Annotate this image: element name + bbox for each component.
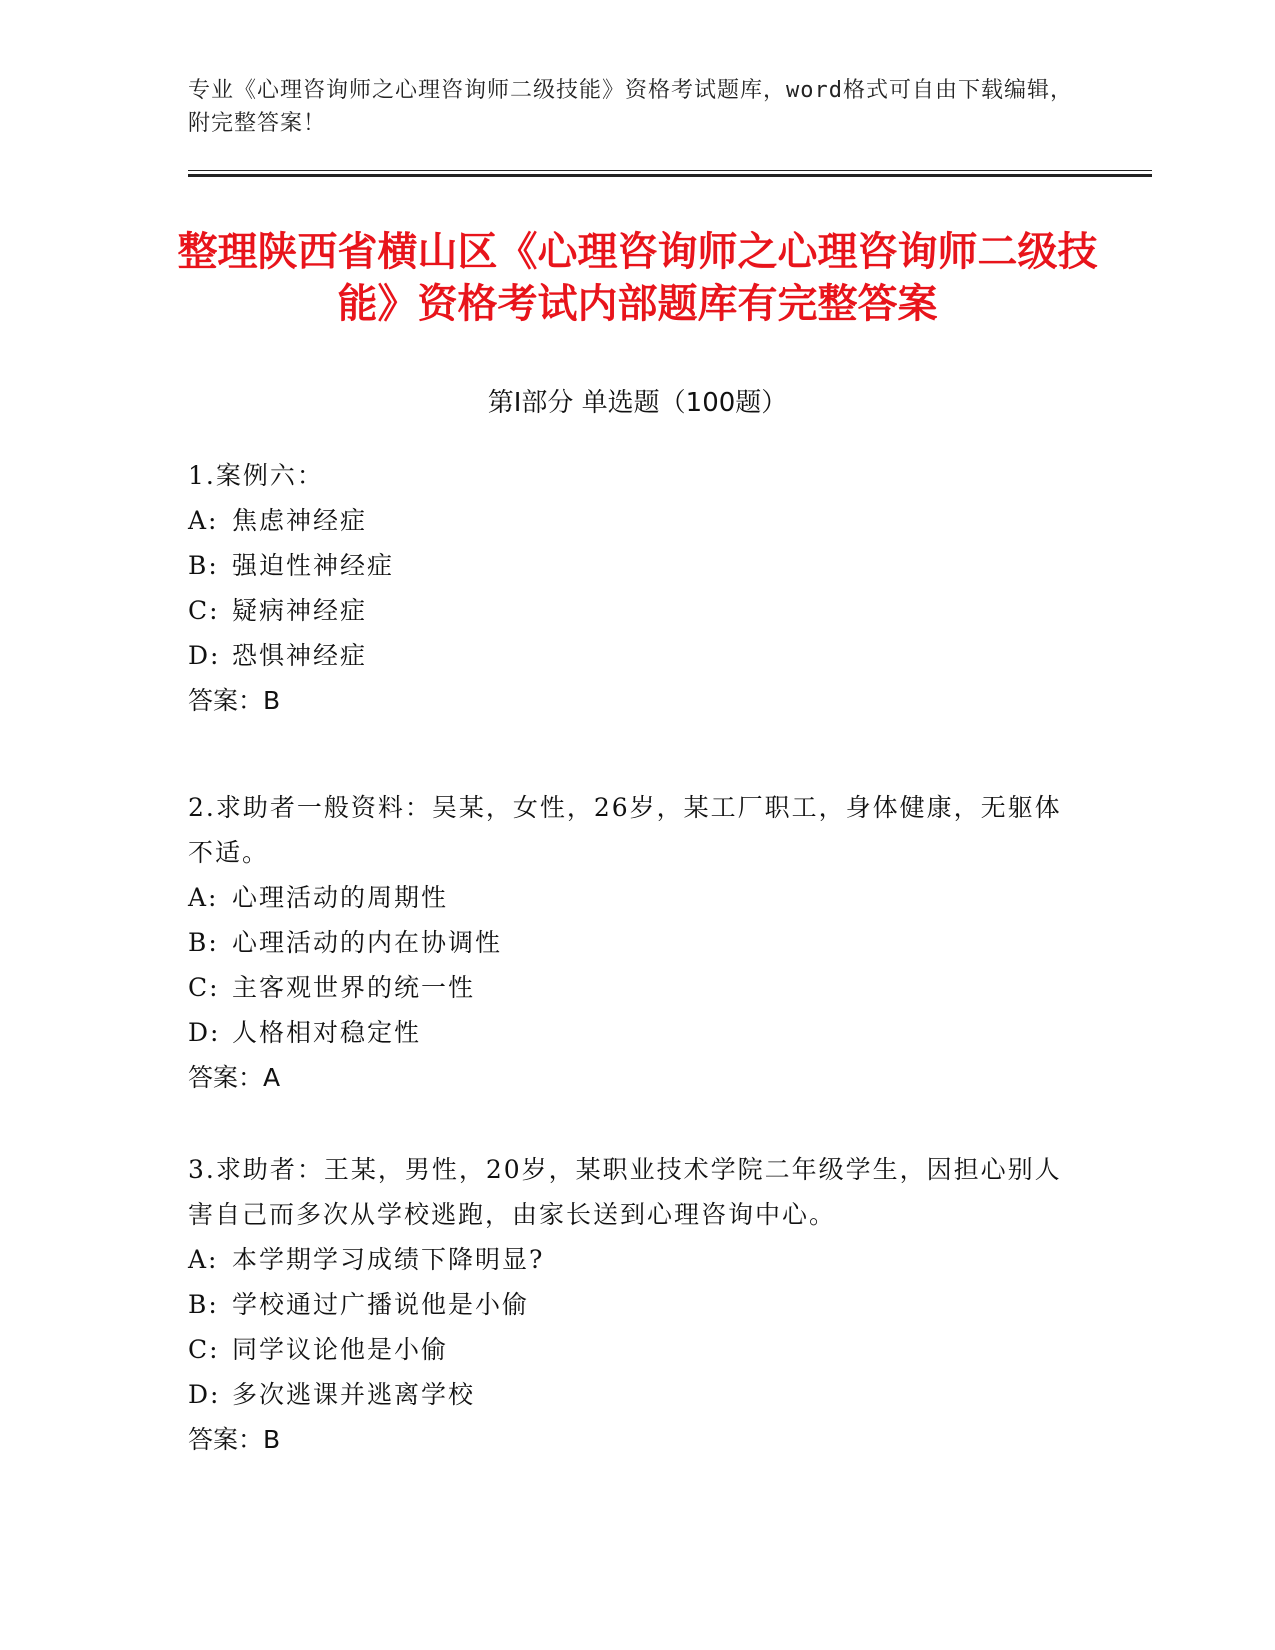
option-text: 主客观世界的统一性 — [232, 973, 476, 1002]
option-key: D: — [188, 1380, 221, 1409]
option-key: A: — [188, 506, 219, 535]
option-a — [188, 1237, 1068, 1282]
option-key: B: — [188, 1290, 219, 1319]
option-c — [188, 965, 1068, 1010]
option-key: C: — [188, 1335, 220, 1364]
option-c — [188, 1327, 1068, 1372]
answer-line: 答案：B — [188, 686, 281, 715]
option-key: A: — [188, 883, 219, 912]
header-divider-thin — [188, 170, 1152, 171]
option-text: 人格相对稳定性 — [232, 1018, 422, 1047]
question-stem: 2.求助者一般资料：吴某，女性，26岁，某工厂职工，身体健康，无躯体不适。 — [188, 793, 1062, 867]
option-b — [188, 920, 1068, 965]
option-text: 同学议论他是小偷 — [232, 1335, 449, 1364]
option-d — [188, 1010, 1068, 1055]
option-text: 焦虑神经症 — [232, 506, 368, 535]
header-note: 专业《心理咨询师之心理咨询师二级技能》资格考试题库，word格式可自由下载编辑，附完整答案！ — [188, 78, 1073, 136]
option-key: D: — [188, 1018, 221, 1047]
option-b — [188, 543, 1068, 588]
option-text: 恐惧神经症 — [232, 641, 368, 670]
option-key: D: — [188, 641, 221, 670]
option-key: C: — [188, 973, 220, 1002]
option-a — [188, 875, 1068, 920]
answer-line: 答案：B — [188, 1425, 281, 1454]
option-text: 强迫性神经症 — [232, 551, 395, 580]
option-key: B: — [188, 551, 219, 580]
answer-line: 答案：A — [188, 1063, 281, 1092]
question-1 — [188, 453, 1068, 723]
option-text: 多次逃课并逃离学校 — [232, 1380, 476, 1409]
question-stem: 1.案例六： — [188, 461, 324, 490]
option-c — [188, 588, 1068, 633]
option-key: C: — [188, 596, 220, 625]
option-text: 心理活动的周期性 — [232, 883, 449, 912]
option-a — [188, 498, 1068, 543]
section-title: 第Ⅰ部分 单选题（100题） — [487, 388, 788, 418]
question-stem: 3.求助者：王某，男性，20岁，某职业技术学院二年级学生，因担心别人害自己而多次从学校逃跑，由家长送到心理咨询中心。 — [188, 1155, 1062, 1229]
option-text: 疑病神经症 — [232, 596, 368, 625]
option-b — [188, 1282, 1068, 1327]
option-d — [188, 1372, 1068, 1417]
option-key: B: — [188, 928, 219, 957]
option-d — [188, 633, 1068, 678]
option-text: 心理活动的内在协调性 — [232, 928, 503, 957]
header-divider-thick — [188, 174, 1152, 177]
option-key: A: — [188, 1245, 219, 1274]
option-text: 学校通过广播说他是小偷 — [232, 1290, 530, 1319]
option-text: 本学期学习成绩下降明显? — [232, 1245, 545, 1274]
question-2 — [188, 785, 1068, 1100]
question-3 — [188, 1147, 1068, 1462]
document-title: 整理陕西省横山区《心理咨询师之心理咨询师二级技能》资格考试内部题库有完整答案 — [177, 229, 1098, 327]
